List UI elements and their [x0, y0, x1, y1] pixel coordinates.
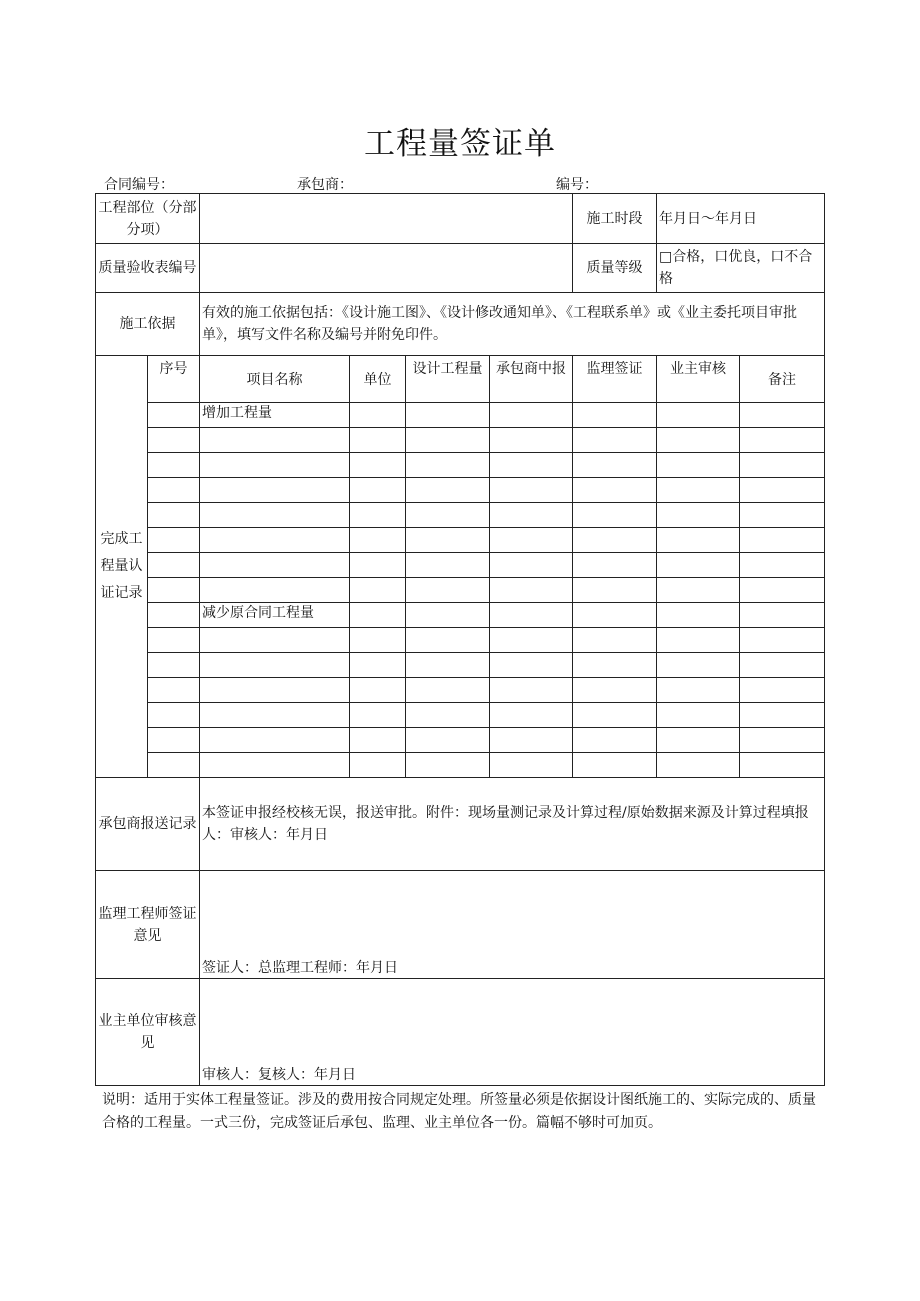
record-cell[interactable] [490, 603, 573, 628]
record-cell[interactable] [148, 628, 200, 653]
record-cell[interactable] [148, 653, 200, 678]
record-cell[interactable] [406, 453, 490, 478]
record-cell[interactable] [740, 453, 825, 478]
quality-form-number-label: 质量验收表编号 [96, 244, 200, 293]
record-cell[interactable] [200, 728, 350, 753]
record-row [96, 703, 825, 728]
record-cell[interactable] [406, 628, 490, 653]
record-cell[interactable] [740, 403, 825, 428]
record-cell[interactable] [350, 553, 406, 578]
record-row [96, 553, 825, 578]
record-cell[interactable] [406, 753, 490, 778]
record-cell[interactable] [740, 553, 825, 578]
quality-grade-options[interactable]: □合格，口优良，口不合格 [657, 244, 825, 293]
record-cell[interactable] [490, 753, 573, 778]
col-header-seq: 序号 [148, 356, 200, 403]
record-cell[interactable] [740, 503, 825, 528]
record-cell[interactable] [350, 628, 406, 653]
record-cell[interactable] [200, 753, 350, 778]
col-header-design-qty: 设计工程量 [406, 356, 490, 403]
record-cell[interactable] [657, 678, 740, 703]
record-row [96, 578, 825, 603]
record-cell[interactable] [350, 503, 406, 528]
record-cell[interactable] [350, 753, 406, 778]
record-cell[interactable] [740, 603, 825, 628]
record-cell[interactable] [573, 728, 657, 753]
record-cell[interactable] [148, 703, 200, 728]
record-cell[interactable] [406, 678, 490, 703]
record-cell[interactable] [740, 628, 825, 653]
record-row [96, 678, 825, 703]
col-header-owner-review: 业主审核 [657, 356, 740, 403]
record-cell[interactable] [490, 503, 573, 528]
record-cell[interactable] [657, 603, 740, 628]
record-cell[interactable] [350, 578, 406, 603]
record-cell[interactable] [406, 653, 490, 678]
record-cell[interactable] [406, 503, 490, 528]
record-cell[interactable] [406, 428, 490, 453]
record-cell[interactable] [657, 403, 740, 428]
record-cell[interactable] [148, 503, 200, 528]
col-header-remarks: 备注 [740, 356, 825, 403]
record-cell[interactable] [740, 428, 825, 453]
record-cell[interactable] [573, 653, 657, 678]
record-cell[interactable] [573, 628, 657, 653]
record-cell[interactable] [148, 528, 200, 553]
record-cell[interactable] [490, 728, 573, 753]
contract-number-label: 合同编号： [104, 177, 174, 193]
record-row [96, 753, 825, 778]
construction-basis-label: 施工依据 [96, 293, 200, 356]
record-cell[interactable] [657, 628, 740, 653]
record-cell[interactable] [200, 428, 350, 453]
record-cell[interactable] [657, 478, 740, 503]
record-row [96, 503, 825, 528]
record-cell[interactable] [350, 603, 406, 628]
record-cell[interactable] [350, 728, 406, 753]
record-cell[interactable] [740, 703, 825, 728]
record-cell[interactable] [200, 678, 350, 703]
record-cell[interactable] [740, 578, 825, 603]
record-cell[interactable] [406, 553, 490, 578]
record-cell[interactable] [148, 428, 200, 453]
record-row [96, 453, 825, 478]
record-cell[interactable] [740, 653, 825, 678]
record-row [96, 603, 825, 628]
record-row [96, 428, 825, 453]
col-header-unit: 单位 [350, 356, 406, 403]
record-cell[interactable] [740, 478, 825, 503]
record-cell[interactable] [740, 728, 825, 753]
record-cell[interactable] [573, 553, 657, 578]
record-cell[interactable] [148, 553, 200, 578]
col-header-supervisor-sign: 监理签证 [573, 356, 657, 403]
supervisor-opinion-label: 监理工程师签证意见 [96, 871, 200, 979]
record-cell[interactable] [490, 403, 573, 428]
record-cell[interactable] [200, 528, 350, 553]
record-cell[interactable] [740, 753, 825, 778]
record-cell[interactable] [148, 678, 200, 703]
record-cell[interactable] [490, 428, 573, 453]
record-cell[interactable] [148, 578, 200, 603]
record-cell[interactable] [148, 753, 200, 778]
record-cell[interactable] [200, 628, 350, 653]
record-cell[interactable] [657, 703, 740, 728]
contractor-label: 承包商： [297, 177, 353, 193]
record-cell[interactable] [350, 703, 406, 728]
record-cell[interactable] [657, 503, 740, 528]
record-cell[interactable] [148, 403, 200, 428]
record-cell[interactable] [490, 653, 573, 678]
record-side-label: 完成工程量认证记录 [96, 356, 148, 778]
record-cell[interactable] [350, 403, 406, 428]
record-cell[interactable] [657, 428, 740, 453]
quality-grade-label: 质量等级 [573, 244, 657, 293]
record-cell[interactable] [573, 753, 657, 778]
record-cell[interactable] [657, 653, 740, 678]
record-cell[interactable] [657, 578, 740, 603]
record-cell[interactable] [406, 403, 490, 428]
quality-form-number-field[interactable] [200, 244, 573, 293]
col-header-contractor-report: 承包商中报 [490, 356, 573, 403]
record-cell[interactable] [573, 603, 657, 628]
project-part-field[interactable] [200, 194, 573, 244]
record-cell[interactable] [657, 453, 740, 478]
record-cell[interactable] [490, 703, 573, 728]
col-header-item: 项目名称 [200, 356, 350, 403]
record-cell[interactable] [200, 553, 350, 578]
contractor-report-label: 承包商报送记录 [96, 778, 200, 871]
record-row [96, 528, 825, 553]
record-cell[interactable] [350, 528, 406, 553]
record-cell[interactable] [350, 478, 406, 503]
record-cell[interactable] [657, 553, 740, 578]
record-row [96, 403, 825, 428]
record-cell[interactable] [573, 403, 657, 428]
record-cell[interactable] [406, 728, 490, 753]
record-cell[interactable] [740, 678, 825, 703]
record-cell[interactable] [490, 478, 573, 503]
record-cell[interactable] [573, 428, 657, 453]
record-row [96, 653, 825, 678]
record-cell[interactable] [573, 703, 657, 728]
record-row [96, 728, 825, 753]
record-cell[interactable] [490, 453, 573, 478]
record-cell[interactable] [350, 678, 406, 703]
record-cell[interactable] [148, 478, 200, 503]
record-cell[interactable] [657, 528, 740, 553]
record-cell[interactable] [200, 478, 350, 503]
section-increase-label: 增加工程量 [200, 403, 350, 428]
supervisor-signature-line[interactable]: 签证人：总监理工程师：年月日 [200, 871, 825, 979]
record-cell[interactable] [200, 653, 350, 678]
record-cell[interactable] [406, 578, 490, 603]
record-cell[interactable] [573, 453, 657, 478]
record-cell[interactable] [200, 703, 350, 728]
record-cell[interactable] [350, 428, 406, 453]
section-decrease-label: 减少原合同工程量 [200, 603, 350, 628]
owner-opinion-label: 业主单位审核意见 [96, 979, 200, 1086]
construction-basis-text: 有效的施工依据包括：《设计施工图》、《设计修改通知单》、《工程联系单》或《业主委托项目审批单》，填写文件名称及编号并附免印件。 [200, 293, 825, 356]
contractor-report-text: 本签证申报经校核无误，报送审批。附件：现场量测记录及计算过程/原始数据来源及计算过程填报人：审核人：年月日 [200, 778, 825, 871]
record-cell[interactable] [573, 528, 657, 553]
record-cell[interactable] [657, 728, 740, 753]
record-cell[interactable] [490, 628, 573, 653]
record-cell[interactable] [148, 603, 200, 628]
record-cell[interactable] [573, 678, 657, 703]
record-cell[interactable] [406, 528, 490, 553]
record-cell[interactable] [490, 528, 573, 553]
record-cell[interactable] [200, 453, 350, 478]
serial-number-label: 编号： [556, 177, 598, 193]
record-row [96, 478, 825, 503]
record-cell[interactable] [490, 678, 573, 703]
footnote: 说明：适用于实体工程量签证。涉及的费用按合同规定处理。所签量必须是依据设计图纸施工的、实际完成的、质量合格的工程量。一式三份，完成签证后承包、监理、业主单位各一份。篇幅不够时可加页。 [102, 1092, 816, 1131]
record-cell[interactable] [406, 703, 490, 728]
record-cell[interactable] [573, 578, 657, 603]
record-cell[interactable] [740, 528, 825, 553]
record-cell[interactable] [200, 578, 350, 603]
record-cell[interactable] [573, 503, 657, 528]
record-cell[interactable] [148, 728, 200, 753]
record-cell[interactable] [406, 603, 490, 628]
record-cell[interactable] [573, 478, 657, 503]
record-cell[interactable] [490, 578, 573, 603]
owner-signature-line[interactable]: 审核人：复核人：年月日 [200, 979, 825, 1086]
construction-period-label: 施工时段 [573, 194, 657, 244]
record-cell[interactable] [406, 478, 490, 503]
record-cell[interactable] [657, 753, 740, 778]
page-title: 工程量签证单 [364, 126, 556, 162]
project-part-label: 工程部位（分部分项） [96, 194, 200, 244]
record-cell[interactable] [148, 453, 200, 478]
record-cell[interactable] [350, 453, 406, 478]
record-cell[interactable] [200, 503, 350, 528]
construction-period-field[interactable]: 年月日～年月日 [657, 194, 825, 244]
quantity-certificate-form [95, 193, 825, 1086]
record-row [96, 628, 825, 653]
record-cell[interactable] [490, 553, 573, 578]
record-cell[interactable] [350, 653, 406, 678]
